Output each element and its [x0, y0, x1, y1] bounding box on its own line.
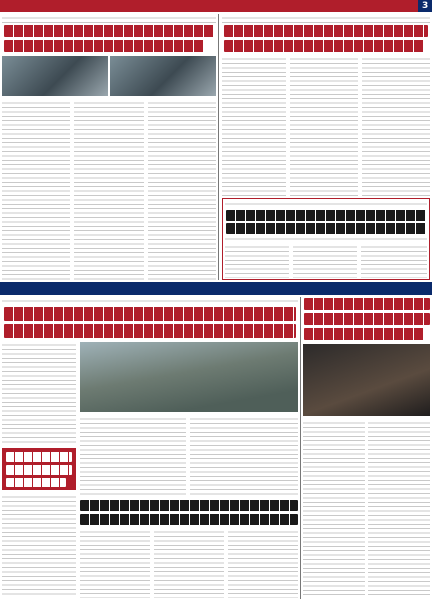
story-4-headline-line-2	[80, 514, 298, 525]
story-1-column-1	[2, 100, 70, 280]
city-label	[241, 2, 249, 10]
boxed-story-kicker	[225, 201, 427, 208]
story-4-column-2	[154, 529, 224, 598]
story-3-column-2	[80, 416, 186, 496]
story-2-column-3	[362, 56, 430, 196]
alert-banner-headline-2	[6, 465, 72, 475]
date-label	[410, 2, 418, 10]
story-3-headline-line-1	[4, 307, 296, 321]
boxed-story-headline-line-1	[226, 210, 426, 221]
story-2-headline-line-1	[224, 25, 428, 37]
edition-label	[0, 2, 8, 10]
story-2-column-1	[222, 56, 286, 196]
section-band	[0, 282, 432, 295]
city-band	[200, 0, 290, 12]
story-5-headline-line-3	[304, 328, 424, 340]
story-4-column-1	[80, 529, 150, 598]
boxed-story-column-1	[225, 244, 289, 278]
story-1-column-2	[74, 100, 144, 280]
story-5-headline-line-2	[304, 313, 430, 325]
story-3-kicker	[2, 298, 298, 305]
boxed-story-headline-line-2	[226, 223, 426, 234]
story-5-column-1	[303, 420, 365, 598]
story-5-column-2	[368, 420, 430, 598]
boxed-story-subhead	[225, 236, 427, 242]
story-1-column-3	[148, 100, 216, 280]
story-2-kicker	[222, 15, 430, 23]
column-rule	[218, 14, 219, 280]
boxed-story-column-2	[293, 244, 357, 278]
column-rule-lower	[300, 297, 301, 599]
story-1-headline-line-1	[4, 25, 214, 37]
story-1-photo-1	[2, 56, 108, 96]
story-1-kicker	[2, 15, 216, 23]
story-1-headline-line-2	[4, 40, 204, 52]
story-3-photo	[80, 342, 298, 412]
story-4-column-3	[228, 529, 298, 598]
alert-banner-headline-3	[6, 478, 66, 487]
story-3-column-3	[190, 416, 298, 496]
story-2-column-2	[290, 56, 358, 196]
alert-banner-headline-1	[6, 452, 72, 462]
story-3-column-1	[2, 342, 76, 444]
story-5-photo	[303, 344, 430, 416]
date-band	[290, 0, 432, 12]
boxed-story-column-3	[361, 244, 427, 278]
story-5-headline-line-1	[304, 298, 430, 310]
story-3-headline-line-2	[4, 324, 296, 338]
story-4-headline-line-1	[80, 500, 298, 511]
edition-band	[0, 0, 200, 12]
page-number: 3	[418, 0, 432, 12]
alert-story-column	[2, 494, 76, 598]
story-2-headline-line-2	[224, 40, 424, 52]
story-1-photo-2	[110, 56, 216, 96]
